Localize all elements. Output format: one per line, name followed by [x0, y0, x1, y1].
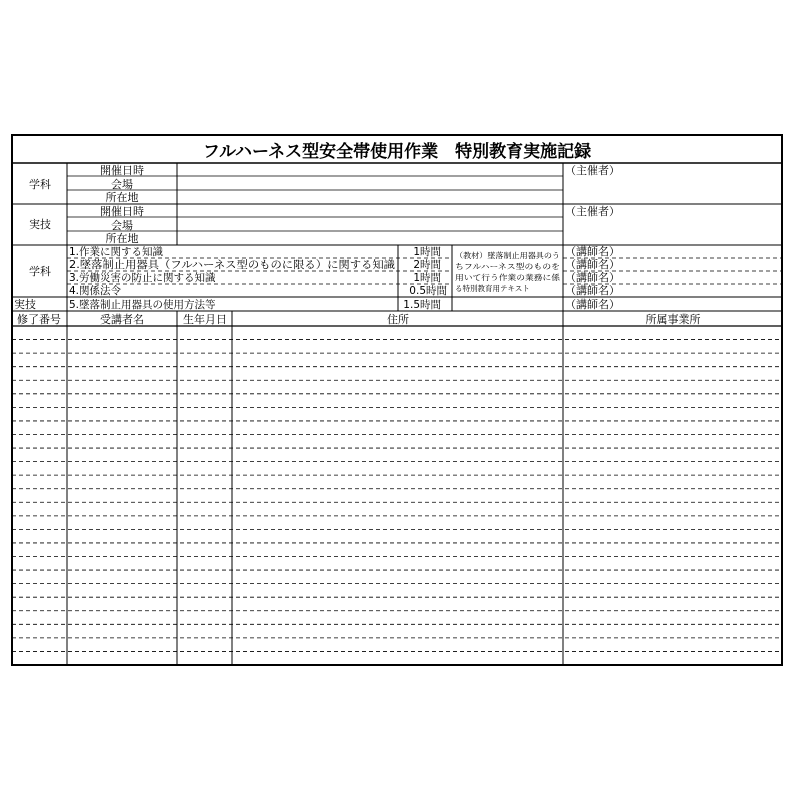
- lecture-section-label: 学科: [29, 178, 51, 191]
- curriculum-hours-3: 1時間: [413, 272, 441, 284]
- instructor-label-4: （講師名）: [565, 284, 620, 297]
- lecture-address-label: 所在地: [105, 191, 139, 204]
- curriculum-item-1: 1.作業に関する知識: [69, 246, 164, 258]
- roster-header: [17, 312, 701, 326]
- practical-organizer-label: （主催者）: [565, 205, 620, 218]
- textbook-note-line-2: ちフルハーネス型のものを: [455, 262, 544, 271]
- roster-columns: [67, 311, 563, 665]
- practical-address-label: 所在地: [105, 232, 139, 245]
- practical-venue-label: 会場: [111, 219, 133, 232]
- curriculum-hours-2: 2時間: [413, 259, 441, 271]
- practical-section-label: 実技: [29, 218, 51, 231]
- instructor-label-5: （講師名）: [565, 298, 620, 311]
- roster-header-company: 所属事業所: [645, 313, 701, 326]
- roster-header-birth-date: 生年月日: [183, 313, 227, 326]
- roster-header-completion-no: 修了番号: [17, 313, 61, 326]
- roster-header-address: 住所: [387, 313, 409, 326]
- curriculum-item-4: 4.関係法令: [69, 285, 122, 297]
- instructor-label-1: （講師名）: [565, 245, 620, 258]
- roster-header-trainee-name: 受講者名: [100, 313, 144, 326]
- lecture-date-label: 開催日時: [100, 164, 144, 177]
- lecture-organizer-label: （主催者）: [565, 164, 620, 177]
- practical-date-label: 開催日時: [100, 205, 144, 218]
- textbook-note-line-3: 用いて行う作業の業務に係: [455, 273, 545, 282]
- curriculum-hours-4: 0.5時間: [409, 285, 447, 297]
- textbook-note-line-1: （教材）墜落制止用器具のう: [455, 251, 553, 260]
- curriculum-hours-1: 1時間: [413, 246, 441, 258]
- curriculum-item-3: 3.労働災害の防止に関する知識: [69, 272, 216, 284]
- practical-curriculum-row: [14, 297, 620, 311]
- curriculum-item-5: 5.墜落制止用器具の使用方法等: [69, 299, 216, 311]
- instructor-label-2: （講師名）: [565, 258, 620, 271]
- curriculum-hours-5: 1.5時間: [403, 299, 441, 311]
- practical-row-label: 実技: [14, 298, 36, 311]
- page-title: フルハーネス型安全帯使用作業 特別教育実施記録: [202, 142, 592, 162]
- roster-rows: [12, 340, 782, 652]
- lecture-venue-label: 会場: [111, 178, 133, 191]
- instructor-label-3: （講師名）: [565, 271, 620, 284]
- textbook-note-line-4: る特別教育用テキスト: [455, 284, 530, 293]
- curriculum-item-2: 2.墜落制止用器具（フルハーネス型のものに限る）に関する知識: [69, 259, 372, 271]
- curriculum-section-label: 学科: [29, 265, 51, 278]
- practical-session-block: [29, 204, 620, 245]
- lecture-session-block: [29, 163, 620, 204]
